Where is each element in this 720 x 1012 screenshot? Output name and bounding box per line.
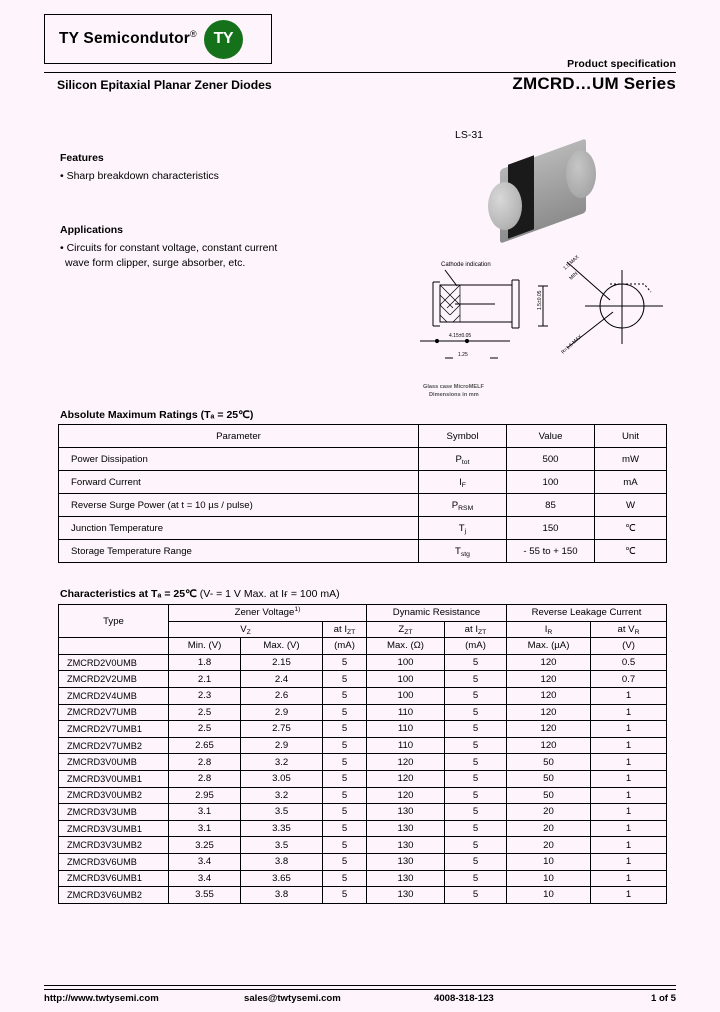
char-group-zener-voltage-label: Zener Voltage: [234, 607, 295, 619]
char-sym-at-vr: [591, 621, 667, 638]
abs-max-ratings-table: [58, 424, 667, 563]
char-group-reverse-leakage: Reverse Leakage Current: [507, 605, 667, 622]
char-cell-type: ZMCRD3V0UMB1: [59, 770, 169, 787]
char-cell-vz-min: 2.95: [169, 787, 241, 804]
product-specification-label: Product specification: [567, 58, 676, 70]
char-sym-zzt: [367, 621, 445, 638]
char-cell-izt-1: 5: [323, 754, 367, 771]
char-sym-at-izt-2-sub: ZT: [478, 628, 487, 636]
footnote-marker: 1): [294, 606, 301, 614]
char-sym-at-izt-2: [445, 621, 507, 638]
char-sym-vz: [169, 621, 323, 638]
tape-dimension-text-1: 1.5 MAX: [562, 254, 581, 272]
amr-symbol-sub: stg: [460, 550, 470, 558]
table-row: [59, 887, 667, 904]
char-cell-vz-max: 3.8: [241, 853, 323, 870]
char-cell-ir: 10: [507, 853, 591, 870]
char-cell-vz-max: 3.8: [241, 887, 323, 904]
char-cell-vz-min: 3.4: [169, 853, 241, 870]
char-group-dynamic-resistance: Dynamic Resistance: [367, 605, 507, 622]
amr-cell-value: 500: [507, 448, 595, 471]
char-cell-vr: 1: [591, 870, 667, 887]
page-footer: [44, 993, 676, 1004]
characteristics-title-main: Characteristics at Tₐ = 25℃: [60, 588, 197, 600]
abs-max-ratings-title: [60, 409, 253, 421]
abs-max-ratings-title-condition: (Tₐ = 25℃): [200, 409, 254, 421]
amr-cell-unit: ℃: [595, 517, 667, 540]
char-cell-izt-2: 5: [445, 887, 507, 904]
amr-cell-unit: mA: [595, 471, 667, 494]
char-cell-zzt: 100: [367, 687, 445, 704]
footer-divider-top: [44, 985, 676, 986]
char-cell-vz-min: 2.8: [169, 754, 241, 771]
header-divider: [44, 72, 676, 73]
cathode-indication-text: Cathode indication: [441, 262, 491, 268]
table-row: [59, 448, 667, 471]
footer-email[interactable]: sales@twtysemi.com: [244, 993, 341, 1004]
char-cell-izt-2: 5: [445, 853, 507, 870]
tape-dimension-text-3: R=1.5 MAX: [560, 333, 584, 356]
char-cell-type: ZMCRD2V7UMB2: [59, 737, 169, 754]
char-cell-type: ZMCRD2V4UMB: [59, 687, 169, 704]
char-unit-izt-1: (mA): [323, 638, 367, 655]
char-sym-at-izt-1-sub: ZT: [347, 628, 356, 636]
table-header-row: [59, 425, 667, 448]
table-row: [59, 671, 667, 688]
features-item: • Sharp breakdown characteristics: [60, 170, 219, 182]
char-cell-type: ZMCRD3V3UMB1: [59, 820, 169, 837]
char-cell-izt-1: 5: [323, 770, 367, 787]
table-row: [59, 787, 667, 804]
char-cell-izt-2: 5: [445, 804, 507, 821]
char-cell-ir: 120: [507, 721, 591, 738]
table-row: [59, 494, 667, 517]
table-row: [59, 770, 667, 787]
char-cell-zzt: 130: [367, 804, 445, 821]
table-row: [59, 870, 667, 887]
char-sym-ir: [507, 621, 591, 638]
char-cell-vz-max: 2.9: [241, 704, 323, 721]
amr-cell-parameter: Forward Current: [59, 471, 419, 494]
char-cell-izt-1: 5: [323, 721, 367, 738]
amr-cell-parameter: Reverse Surge Power (at t = 10 µs / pulse): [59, 494, 419, 517]
footer-divider-bottom: [44, 989, 676, 990]
package-illustration: [478, 148, 608, 240]
amr-col-symbol: Symbol: [419, 425, 507, 448]
char-cell-izt-1: 5: [323, 704, 367, 721]
char-cell-izt-1: 5: [323, 887, 367, 904]
footer-page-number: 1 of 5: [650, 993, 676, 1004]
amr-col-unit: Unit: [595, 425, 667, 448]
char-cell-type: ZMCRD3V0UMB2: [59, 787, 169, 804]
char-cell-vz-min: 2.1: [169, 671, 241, 688]
char-col-type: Type: [59, 605, 169, 638]
company-logo-box: [44, 14, 272, 64]
characteristics-title: [60, 588, 340, 600]
char-cell-izt-2: 5: [445, 687, 507, 704]
amr-symbol-base: P: [451, 499, 459, 511]
char-cell-vr: 0.7: [591, 671, 667, 688]
features-section: [60, 152, 219, 182]
char-sym-at-izt-1: [323, 621, 367, 638]
char-cell-type: ZMCRD3V0UMB: [59, 754, 169, 771]
amr-col-value: Value: [507, 425, 595, 448]
company-name: [59, 29, 197, 48]
amr-cell-symbol: [419, 471, 507, 494]
char-cell-vr: 1: [591, 804, 667, 821]
char-cell-type: ZMCRD3V6UMB: [59, 853, 169, 870]
char-cell-vr: 1: [591, 754, 667, 771]
amr-symbol-sub: F: [461, 481, 466, 489]
char-cell-vz-max: 3.5: [241, 837, 323, 854]
char-cell-ir: 120: [507, 671, 591, 688]
table-row: [59, 721, 667, 738]
char-cell-izt-2: 5: [445, 770, 507, 787]
char-sym-ir-sub: R: [547, 628, 553, 636]
char-cell-izt-2: 5: [445, 671, 507, 688]
footer-phone: 4008-318-123: [434, 993, 494, 1004]
char-cell-izt-1: 5: [323, 787, 367, 804]
abs-max-ratings-title-main: Absolute Maximum Ratings: [60, 409, 198, 421]
char-cell-vz-max: 2.6: [241, 687, 323, 704]
char-cell-vz-max: 3.65: [241, 870, 323, 887]
char-cell-zzt: 110: [367, 737, 445, 754]
char-cell-zzt: 120: [367, 787, 445, 804]
package-case-text: Glass case MicroMELF: [423, 384, 484, 390]
char-cell-vr: 1: [591, 704, 667, 721]
char-cell-izt-1: 5: [323, 687, 367, 704]
char-cell-izt-2: 5: [445, 737, 507, 754]
char-cell-zzt: 130: [367, 870, 445, 887]
package-type-label: LS-31: [455, 129, 484, 141]
char-cell-izt-1: 5: [323, 870, 367, 887]
char-cell-zzt: 100: [367, 654, 445, 671]
char-sym-ir-base: I: [544, 623, 548, 635]
char-cell-type: ZMCRD2V7UMB1: [59, 721, 169, 738]
char-cell-izt-2: 5: [445, 837, 507, 854]
char-cell-zzt: 130: [367, 853, 445, 870]
char-cell-ir: 50: [507, 754, 591, 771]
char-sym-vz-sub: Z: [246, 628, 251, 636]
char-cell-izt-2: 5: [445, 654, 507, 671]
char-cell-ir: 120: [507, 654, 591, 671]
char-cell-izt-1: 5: [323, 804, 367, 821]
char-cell-izt-1: 5: [323, 654, 367, 671]
char-cell-vz-min: 3.4: [169, 870, 241, 887]
char-cell-vr: 1: [591, 787, 667, 804]
registered-trademark-icon: ®: [190, 29, 197, 40]
char-cell-vz-max: 3.2: [241, 754, 323, 771]
table-row: [59, 654, 667, 671]
amr-cell-parameter: Storage Temperature Range: [59, 540, 419, 563]
amr-symbol-base: P: [455, 453, 462, 465]
table-row: [59, 704, 667, 721]
char-cell-ir: 50: [507, 770, 591, 787]
char-cell-type: ZMCRD2V7UMB: [59, 704, 169, 721]
char-cell-vz-min: 2.8: [169, 770, 241, 787]
amr-symbol-sub: j: [464, 527, 467, 535]
char-sym-vz-base: V: [240, 623, 247, 635]
amr-symbol-sub: RSM: [458, 504, 474, 512]
char-cell-vr: 1: [591, 853, 667, 870]
char-unit-ir: Max. (µA): [507, 638, 591, 655]
char-cell-vz-max: 3.5: [241, 804, 323, 821]
applications-section: [60, 224, 277, 269]
char-cell-vz-min: 1.8: [169, 654, 241, 671]
char-cell-vz-max: 2.4: [241, 671, 323, 688]
diameter-dimension-text: 1.5±0.05: [537, 290, 543, 310]
char-cell-vz-max: 2.75: [241, 721, 323, 738]
char-cell-type: ZMCRD3V6UMB1: [59, 870, 169, 887]
char-cell-izt-1: 5: [323, 737, 367, 754]
package-dimension-drawing: [415, 248, 680, 368]
char-cell-zzt: 130: [367, 820, 445, 837]
char-cell-ir: 120: [507, 704, 591, 721]
package-cap-right-shape: [566, 150, 596, 198]
amr-cell-symbol: [419, 517, 507, 540]
amr-cell-unit: ℃: [595, 540, 667, 563]
char-cell-izt-1: 5: [323, 853, 367, 870]
amr-symbol-sub: tot: [461, 458, 470, 466]
char-cell-ir: 10: [507, 887, 591, 904]
ty-logo-icon: TY: [204, 20, 243, 59]
char-cell-vr: 1: [591, 837, 667, 854]
char-cell-zzt: 110: [367, 721, 445, 738]
char-cell-zzt: 100: [367, 671, 445, 688]
char-cell-vr: 1: [591, 687, 667, 704]
char-cell-type: ZMCRD3V6UMB2: [59, 887, 169, 904]
char-cell-ir: 20: [507, 804, 591, 821]
char-cell-ir: 50: [507, 787, 591, 804]
char-cell-type: ZMCRD3V3UMB: [59, 804, 169, 821]
char-unit-header-row: [59, 638, 667, 655]
table-row: [59, 853, 667, 870]
features-heading: Features: [60, 152, 104, 164]
char-unit-izt-2: (mA): [445, 638, 507, 655]
char-cell-type: ZMCRD3V3UMB2: [59, 837, 169, 854]
char-unit-type-blank: [59, 638, 169, 655]
char-sym-at-izt-2-base: at I: [464, 623, 479, 635]
char-sym-zzt-sub: ZT: [404, 628, 413, 636]
char-cell-type: ZMCRD2V2UMB: [59, 671, 169, 688]
amr-cell-value: 100: [507, 471, 595, 494]
amr-cell-symbol: [419, 448, 507, 471]
tape-dimension-text-2: MIN: [568, 270, 580, 282]
char-cell-vz-max: 2.9: [241, 737, 323, 754]
char-cell-vz-min: 2.5: [169, 704, 241, 721]
char-unit-vz-min: Min. (V): [169, 638, 241, 655]
char-cell-vz-min: 2.3: [169, 687, 241, 704]
package-drawing-caption: [423, 384, 484, 399]
char-cell-ir: 20: [507, 837, 591, 854]
char-cell-zzt: 120: [367, 770, 445, 787]
table-row: [59, 804, 667, 821]
applications-item-line2: wave form clipper, surge absorber, etc.: [65, 257, 246, 269]
char-sym-zzt-base: Z: [398, 623, 405, 635]
char-cell-vz-min: 3.25: [169, 837, 241, 854]
amr-cell-unit: mW: [595, 448, 667, 471]
char-cell-vz-max: 2.15: [241, 654, 323, 671]
table-row: [59, 754, 667, 771]
company-name-text: TY Semicondutor: [59, 30, 191, 48]
char-cell-izt-1: 5: [323, 837, 367, 854]
amr-cell-value: 85: [507, 494, 595, 517]
char-cell-vz-min: 3.1: [169, 804, 241, 821]
page-title: ZMCRD…UM Series: [512, 74, 676, 93]
char-cell-izt-2: 5: [445, 704, 507, 721]
char-unit-zzt: Max. (Ω): [367, 638, 445, 655]
package-units-text: Dimensions in mm: [429, 391, 479, 398]
applications-item-line1: • Circuits for constant voltage, constant current: [60, 242, 278, 254]
char-cell-vr: 1: [591, 820, 667, 837]
char-group-zener-voltage: [169, 605, 367, 622]
char-sym-at-izt-1-base: at I: [333, 623, 348, 635]
applications-heading: Applications: [60, 224, 124, 236]
table-row: [59, 837, 667, 854]
char-group-header-row: [59, 605, 667, 622]
characteristics-title-condition: (V- = 1 V Max. at Iғ = 100 mA): [199, 588, 340, 600]
table-row: [59, 687, 667, 704]
table-row: [59, 820, 667, 837]
char-sym-at-vr-sub: R: [634, 628, 640, 636]
char-cell-ir: 10: [507, 870, 591, 887]
char-cell-vz-min: 3.55: [169, 887, 241, 904]
char-cell-ir: 20: [507, 820, 591, 837]
char-cell-zzt: 110: [367, 704, 445, 721]
char-cell-vr: 1: [591, 887, 667, 904]
char-cell-izt-2: 5: [445, 721, 507, 738]
characteristics-table: [58, 604, 667, 904]
amr-symbol-base: T: [458, 522, 465, 534]
char-cell-vr: 0.5: [591, 654, 667, 671]
char-cell-izt-1: 5: [323, 820, 367, 837]
amr-cell-parameter: Power Dissipation: [59, 448, 419, 471]
amr-col-parameter: Parameter: [59, 425, 419, 448]
char-cell-vz-max: 3.05: [241, 770, 323, 787]
length-dimension-text: 4.15±0.05: [449, 333, 472, 339]
char-cell-zzt: 130: [367, 837, 445, 854]
amr-symbol-base: T: [455, 545, 461, 557]
char-cell-ir: 120: [507, 687, 591, 704]
amr-cell-unit: W: [595, 494, 667, 517]
amr-symbol-base: I: [459, 476, 462, 488]
band-dimension-text: 1.25: [458, 352, 468, 358]
char-cell-vz-max: 3.2: [241, 787, 323, 804]
char-cell-vz-min: 3.1: [169, 820, 241, 837]
char-cell-zzt: 130: [367, 887, 445, 904]
table-row: [59, 737, 667, 754]
char-cell-vz-min: 2.65: [169, 737, 241, 754]
amr-cell-value: - 55 to + 150: [507, 540, 595, 563]
table-row: [59, 471, 667, 494]
char-cell-izt-2: 5: [445, 754, 507, 771]
char-unit-vz-max: Max. (V): [241, 638, 323, 655]
page-subtitle: Silicon Epitaxial Planar Zener Diodes: [57, 78, 272, 92]
char-cell-ir: 120: [507, 737, 591, 754]
amr-cell-parameter: Junction Temperature: [59, 517, 419, 540]
footer-website[interactable]: http://www.twtysemi.com: [44, 993, 159, 1004]
char-cell-izt-1: 5: [323, 671, 367, 688]
char-cell-vz-min: 2.5: [169, 721, 241, 738]
char-cell-izt-2: 5: [445, 820, 507, 837]
char-unit-vr: (V): [591, 638, 667, 655]
table-row: [59, 540, 667, 563]
char-cell-vr: 1: [591, 770, 667, 787]
char-cell-vz-max: 3.35: [241, 820, 323, 837]
char-cell-type: ZMCRD2V0UMB: [59, 654, 169, 671]
char-cell-izt-2: 5: [445, 787, 507, 804]
package-cap-left-shape: [488, 182, 522, 230]
amr-cell-symbol: [419, 494, 507, 517]
char-sym-at-vr-base: at V: [617, 623, 635, 635]
char-cell-zzt: 120: [367, 754, 445, 771]
amr-cell-symbol: [419, 540, 507, 563]
amr-cell-value: 150: [507, 517, 595, 540]
char-cell-izt-2: 5: [445, 870, 507, 887]
char-cell-vr: 1: [591, 737, 667, 754]
char-cell-vr: 1: [591, 721, 667, 738]
table-row: [59, 517, 667, 540]
